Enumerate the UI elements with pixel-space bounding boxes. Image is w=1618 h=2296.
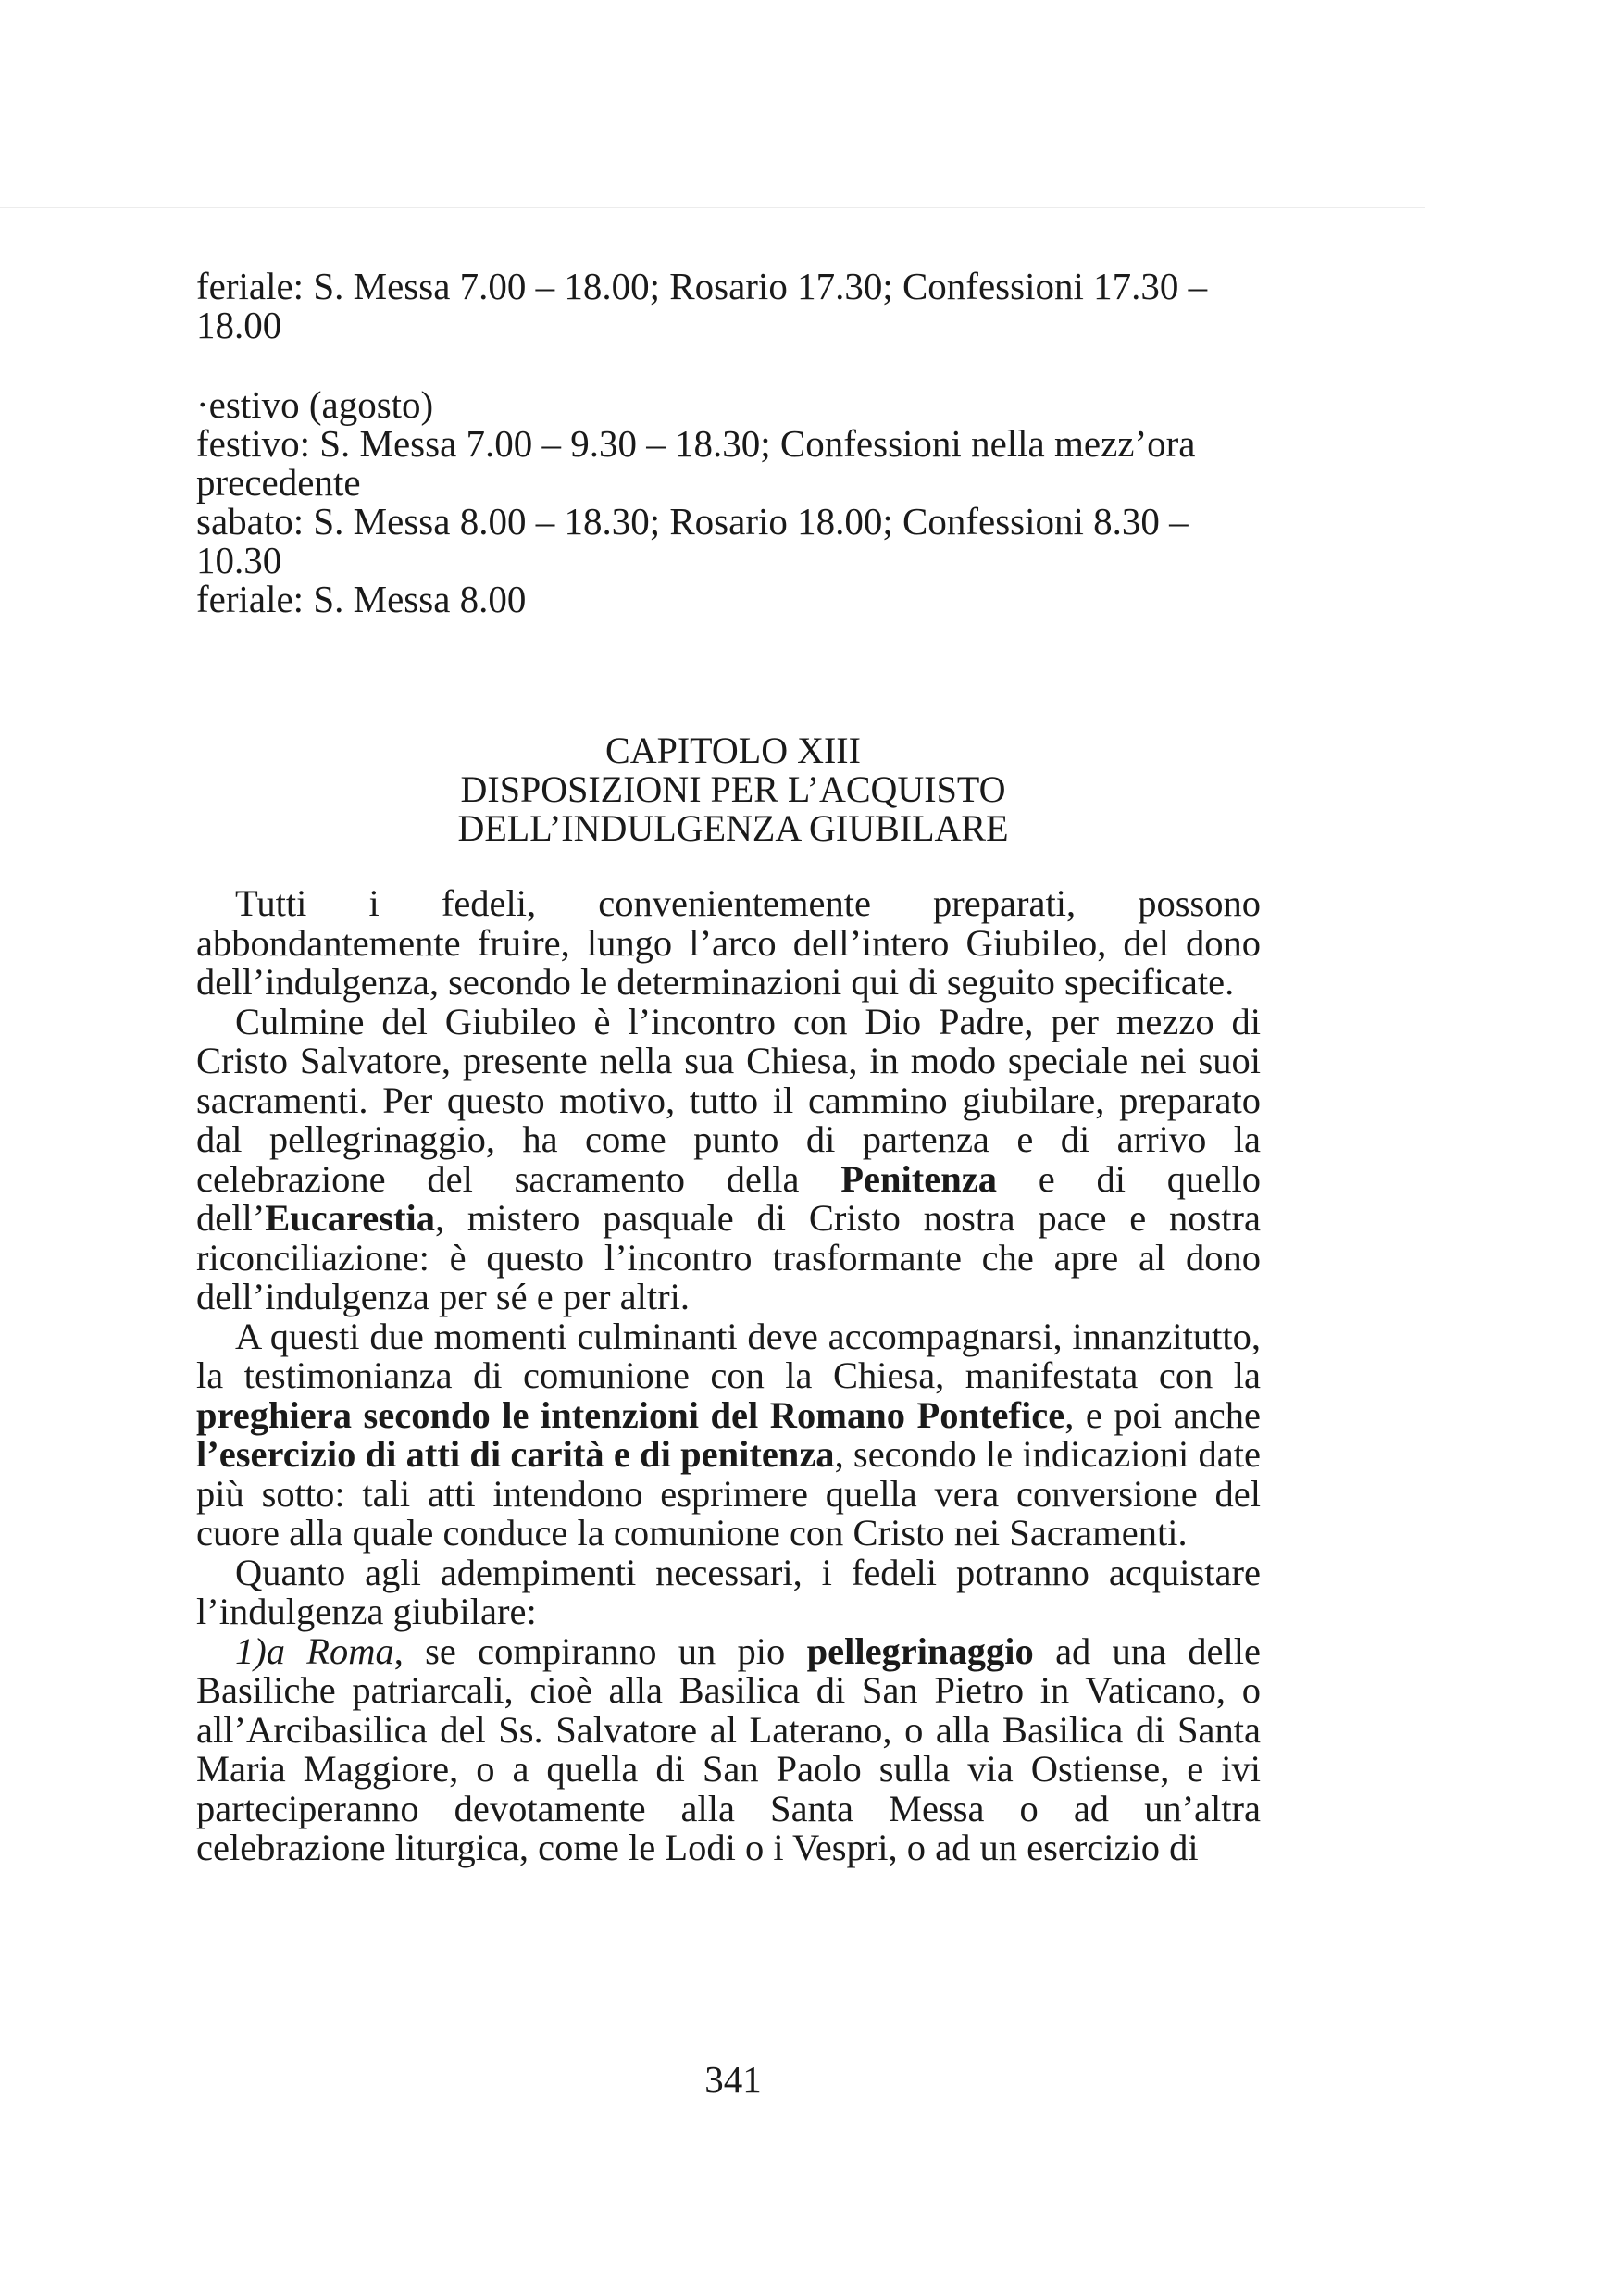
chapter-heading: [196, 731, 1270, 848]
paragraph: Quanto agli adempimenti necessari, i fedeli potranno acquistare l’indulgenza giubilare:: [196, 1551, 1261, 1632]
schedule-line: 10.30: [196, 539, 282, 581]
paragraph: [196, 1629, 1261, 1868]
text-run: Culmine del Giubileo è l’incontro con Dio Padre, per mezzo di Cristo Salvatore, presente nella sua Chiesa, in modo speciale nei suoi sacramenti. Per questo motivo, tutto il cammino giubilare, preparato dal pellegrinaggio, ha come punto di partenza e di arrivo la celebrazione del sacramento della: [196, 1000, 1261, 1200]
text-run: ad una delle Basiliche patriarcali, cioè alla Basilica di San Pietro in Vaticano, o all’Arcibasilica del Ss. Salvatore al Laterano, o alla Basilica di Santa Maria Maggiore, o a quella di San Paolo sulla via Ostiense, e ivi parteciperanno devotamente alla Santa Messa o ad un’altra celebrazione liturgica, come le Lodi o i Vespri, o ad un esercizio di: [196, 1629, 1261, 1868]
chapter-title-line: DISPOSIZIONI PER L’ACQUISTO: [460, 768, 1006, 810]
bold-term: preghiera secondo le intenzioni del Romano Pontefice: [196, 1393, 1065, 1436]
schedule-line: feriale: S. Messa 8.00: [196, 578, 527, 620]
paragraph: [196, 1317, 1261, 1554]
italic-term: 1)a Roma: [235, 1629, 394, 1672]
mass-schedule: [196, 267, 1288, 618]
text-run: e di quello dell’: [196, 1157, 1261, 1239]
schedule-line: 18.00: [196, 304, 282, 346]
bold-term: l’esercizio di atti di carità e di penitenza: [196, 1433, 835, 1475]
schedule-line: precedente: [196, 461, 361, 504]
page-edge-line: [0, 207, 1425, 208]
schedule-line: ·estivo (agosto): [196, 383, 434, 426]
schedule-line: festivo: S. Messa 7.00 – 9.30 – 18.30; Confessioni nella mezz’ora: [196, 422, 1196, 465]
text-run: , secondo le indicazioni date più sotto: tali atti intendono esprimere quella vera conversione del cuore alla quale conduce la comunione con Cristo nei Sacramenti.: [196, 1433, 1261, 1554]
bold-term: Penitenza: [840, 1157, 997, 1200]
bold-term: pellegrinaggio: [806, 1629, 1034, 1672]
text-run: , mistero pasquale di Cristo nostra pace e nostra riconciliazione: è questo l’incontro trasformante che apre al dono dell’indulgenza per sé e per altri.: [196, 1197, 1261, 1317]
chapter-title-line: DELL’INDULGENZA GIUBILARE: [457, 807, 1009, 849]
bold-term: Eucarestia: [265, 1197, 435, 1239]
page-number: 341: [704, 2058, 762, 2101]
paragraph: [196, 1000, 1261, 1317]
text-run: , se compiranno un pio: [393, 1629, 807, 1672]
schedule-line: feriale: S. Messa 7.00 – 18.00; Rosario 17.30; Confessioni 17.30 –: [196, 265, 1208, 307]
body-text: [196, 884, 1261, 1868]
text-run: A questi due momenti culminanti deve accompagnarsi, innanzitutto, la testimonianza di comunione con la Chiesa, manifestata con la: [196, 1315, 1261, 1396]
chapter-number: CAPITOLO XIII: [605, 730, 861, 771]
paragraph: Tutti i fedeli, convenientemente preparati, possono abbondantemente fruire, lungo l’arco dell’intero Giubileo, del dono dell’indulgenza, secondo le determinazioni qui di seguito specificate.: [196, 882, 1261, 1003]
text-run: , e poi anche: [1064, 1393, 1262, 1436]
schedule-line: sabato: S. Messa 8.00 – 18.30; Rosario 18.00; Confessioni 8.30 –: [196, 500, 1189, 543]
